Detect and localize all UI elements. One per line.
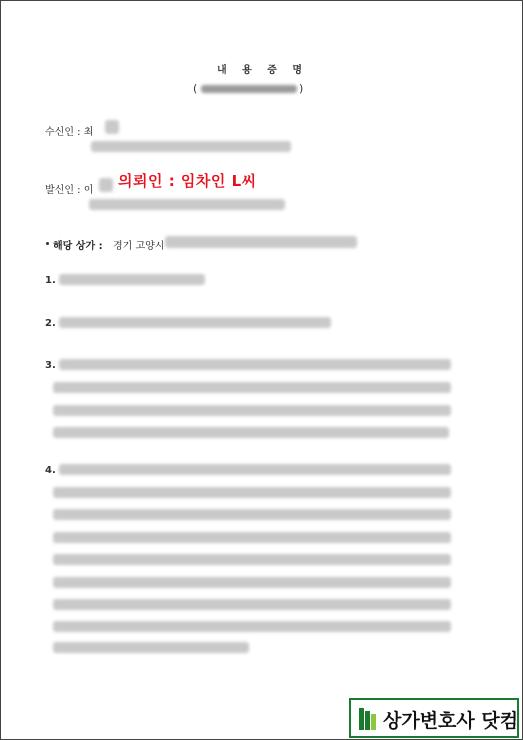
redacted-property-address — [165, 236, 357, 248]
redacted-recipient-address — [91, 141, 291, 152]
paragraph-number-3: 3. — [45, 360, 56, 371]
subtitle-close-paren: ) — [299, 82, 304, 95]
redacted-recipient-name — [105, 120, 119, 134]
redacted-paragraph-4-line-3 — [53, 509, 451, 520]
document-title: 내 용 증 명 — [216, 65, 309, 76]
recipient-label: 수신인 : 최 — [45, 127, 94, 138]
redacted-paragraph-3-line-1 — [59, 359, 451, 370]
redacted-paragraph-4-line-2 — [53, 487, 451, 498]
paragraph-number-1: 1. — [45, 275, 56, 286]
subtitle-open-paren: ( — [193, 82, 198, 95]
redacted-paragraph-4-line-9 — [53, 642, 249, 653]
property-location: 경기 고양시 — [113, 241, 165, 252]
client-annotation: 의뢰인 : 임차인 L씨 — [118, 172, 257, 190]
property-label: 해당 상가 : — [53, 241, 103, 252]
redacted-paragraph-4-line-7 — [53, 599, 451, 610]
redacted-paragraph-4-line-4 — [53, 532, 451, 543]
paragraph-number-2: 2. — [45, 318, 56, 329]
redacted-paragraph-1 — [59, 274, 205, 285]
redacted-paragraph-4-line-6 — [53, 577, 451, 588]
document-subtitle-redacted — [193, 83, 305, 95]
brand-logo-text: 상가변호사 닷컴 — [383, 710, 519, 732]
bullet-dot — [46, 242, 49, 245]
redacted-sender-name — [99, 178, 113, 192]
redacted-subtitle — [201, 85, 297, 93]
sender-label: 발신인 : 이 — [45, 185, 94, 196]
redacted-paragraph-4-line-1 — [59, 464, 451, 475]
paragraph-number-4: 4. — [45, 465, 56, 476]
redacted-paragraph-4-line-8 — [53, 621, 451, 632]
redacted-paragraph-2 — [59, 317, 331, 328]
redacted-sender-address — [89, 199, 285, 210]
brand-logo — [349, 698, 519, 738]
redacted-paragraph-3-line-2 — [53, 382, 451, 393]
redacted-paragraph-4-line-5 — [53, 554, 451, 565]
book-icon — [359, 708, 377, 730]
redacted-paragraph-3-line-4 — [53, 427, 449, 438]
redacted-paragraph-3-line-3 — [53, 405, 451, 416]
